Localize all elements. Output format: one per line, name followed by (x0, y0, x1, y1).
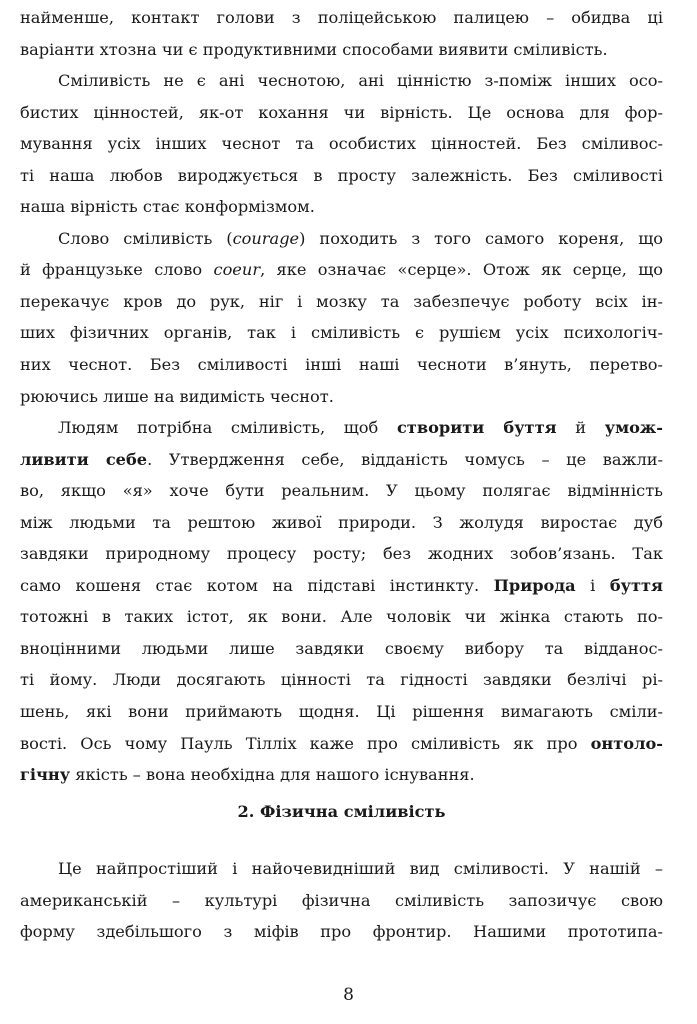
text-segment: якість – вона необхідна для нашого існування. (70, 765, 475, 785)
text-line (20, 885, 663, 917)
text-line (20, 412, 663, 444)
italic-text: coeur (213, 260, 261, 280)
text-segment: найменше, контакт голови з поліцейською палицею – обидва ці (20, 8, 663, 27)
text-segment: вноцінними людьми лише завдяки своєму вибору та відданос- (20, 638, 663, 658)
text-segment: завдяки природному процесу росту; без жодних зобов’язань. Так (20, 544, 663, 564)
text-segment: ших фізичних органів, так і сміливість є рушієм усіх психологіч- (20, 323, 663, 343)
text-line (20, 916, 663, 948)
text-segment: між людьми та рештою живої природи. З жолудя виростає дуб (20, 512, 663, 532)
text-segment: перекачує кров до рук, ніг і мозку та забезпечує роботу всіх ін- (20, 291, 663, 311)
bold-text: онтоло- (590, 733, 663, 753)
text-segment: рюючись лише на видимість чеснот. (20, 386, 334, 406)
bold-text: гічну (20, 765, 71, 785)
text-segment: Слово сміливість ( (58, 228, 233, 248)
text-segment: шень, які вони приймають щодня. Ці рішення вимагають сміли- (20, 702, 663, 722)
text-line (20, 160, 663, 192)
paragraph (20, 2, 663, 65)
bold-text: буття (609, 575, 663, 595)
text-line (20, 601, 663, 633)
text-line (20, 696, 663, 728)
section-heading: 2. Фізична сміливість (237, 802, 446, 821)
text-segment: них чеснот. Без сміливості інші наші чесноти в’януть, перетво- (20, 355, 663, 375)
text-segment: і (575, 575, 610, 595)
text-segment: ті йому. Люди досягають цінності та гідності завдяки безлічі рі- (20, 670, 663, 690)
text-line (20, 223, 663, 255)
body-text-bottom (20, 853, 663, 948)
italic-text: courage (232, 228, 300, 248)
text-segment: бистих цінностей, як-от кохання чи вірність. Це основа для фор- (20, 102, 663, 122)
text-line (20, 191, 663, 223)
text-line (20, 538, 663, 570)
text-line (20, 2, 663, 34)
text-line (20, 254, 663, 286)
paragraph (20, 853, 663, 948)
text-segment: й (556, 418, 605, 438)
text-segment: ) походить з того самого кореня, що (299, 228, 663, 248)
bold-text: Природа (493, 575, 576, 595)
bold-text: ливити себе (20, 449, 148, 469)
text-line (20, 570, 663, 602)
bold-text: створити буття (396, 418, 557, 438)
text-line (20, 853, 663, 885)
text-segment: Сміливість не є ані чеснотою, ані цінністю з-поміж інших осо- (58, 71, 663, 91)
text-segment: само кошеня стає котом на підставі інстинкту. (20, 575, 494, 595)
text-line (20, 759, 663, 791)
text-line (20, 444, 663, 476)
text-segment: . Утвердження себе, відданість чомусь – це важли- (147, 449, 663, 469)
text-line (20, 97, 663, 129)
paragraph (20, 223, 663, 412)
text-segment: , яке означає «серце». Отож як серце, що (260, 260, 663, 280)
text-segment: варіанти хтозна чи є продуктивними способами виявити сміливість. (20, 39, 608, 59)
text-segment: во, якщо «я» хоче бути реальним. У цьому полягає відмінність (20, 481, 663, 501)
paragraph (20, 65, 663, 223)
text-line (20, 34, 663, 66)
text-line (20, 128, 663, 160)
text-segment: тотожні в таких істот, як вони. Але чоловік чи жінка стають по- (20, 607, 663, 627)
text-segment: форму здебільшого з міфів про фронтир. Нашими прототипа- (20, 922, 663, 942)
text-segment: наша вірність стає конформізмом. (20, 197, 315, 217)
body-text-top (20, 2, 663, 791)
text-line (20, 286, 663, 318)
text-line (20, 65, 663, 97)
text-line (20, 349, 663, 381)
text-line (20, 317, 663, 349)
text-segment: вості. Ось чому Пауль Тілліх каже про сміливість як про (20, 733, 591, 753)
text-line (20, 633, 663, 665)
text-segment: мування усіх інших чеснот та особистих цінностей. Без сміливос- (20, 134, 663, 154)
text-segment: Це найпростіший і найочевидніший вид сміливості. У нашій – (58, 859, 663, 878)
text-line (20, 664, 663, 696)
text-line (20, 728, 663, 760)
text-line (20, 381, 663, 413)
text-line (20, 475, 663, 507)
text-segment: ті наша любов вироджується в просту залежність. Без сміливості (20, 165, 663, 185)
page-number: 8 (343, 985, 354, 1005)
text-segment: американській – культурі фізична сміливість запозичує свою (20, 890, 663, 910)
paragraph (20, 412, 663, 791)
text-segment: Людям потрібна сміливість, щоб (58, 418, 397, 438)
bold-text: умож- (604, 418, 663, 438)
text-segment: й французьке слово (20, 260, 214, 280)
text-line (20, 507, 663, 539)
